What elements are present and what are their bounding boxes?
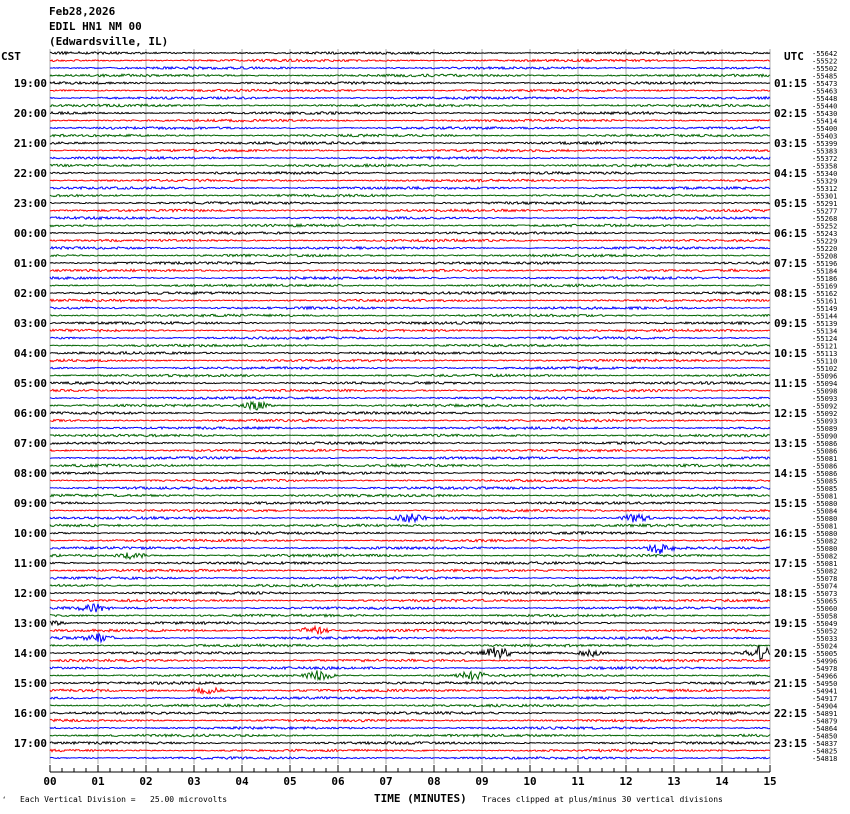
left-hour-label: 19:00 [13, 77, 47, 90]
trace-offset-label: -55642 [812, 50, 838, 58]
trace-offset-label: -55414 [812, 117, 838, 126]
right-hour-label: 11:15 [774, 377, 808, 390]
trace-offset-label: -55252 [812, 222, 838, 231]
trace-offset-label: -55081 [812, 492, 838, 501]
seismic-trace [50, 524, 770, 527]
trace-offset-label: -55082 [812, 567, 838, 576]
trace-offset-label: -55277 [812, 207, 838, 216]
seismic-trace [50, 472, 770, 475]
seismic-trace [50, 742, 770, 745]
trace-offset-label: -55169 [812, 282, 838, 291]
trace-offset-label: -55358 [812, 162, 838, 171]
trace-offset-label: -54966 [812, 672, 838, 681]
seismic-trace [50, 52, 770, 55]
seismic-trace [50, 187, 770, 190]
x-tick-label: 04 [235, 775, 249, 788]
right-hour-label: 20:15 [774, 647, 808, 660]
seismic-trace [50, 142, 770, 145]
trace-offset-label: -55093 [812, 395, 838, 403]
left-hour-label: 07:00 [13, 437, 47, 450]
seismic-trace [50, 284, 770, 287]
right-hour-label: 23:15 [774, 737, 808, 750]
trace-offset-label: -55144 [812, 312, 838, 321]
seismic-trace [50, 314, 770, 317]
trace-offset-label: -55080 [812, 530, 838, 538]
seismic-trace [50, 67, 770, 70]
left-hour-label: 06:00 [13, 407, 47, 420]
seismic-trace [50, 344, 770, 346]
seismic-trace [50, 149, 770, 152]
seismic-trace [50, 704, 770, 707]
trace-offset-label: -55139 [812, 320, 838, 328]
seismic-trace [50, 172, 770, 175]
right-hour-label: 02:15 [774, 107, 808, 120]
seismic-trace [50, 553, 770, 559]
seismic-trace [50, 292, 770, 295]
trace-offset-label: -55383 [812, 147, 838, 156]
trace-offset-label: -55058 [812, 612, 838, 621]
x-tick-label: 06 [331, 775, 345, 788]
x-tick-label: 10 [523, 775, 537, 788]
trace-offset-label: -54850 [812, 732, 838, 741]
x-tick-label: 00 [43, 775, 57, 788]
chart-footer [2, 792, 723, 805]
header-station: EDIL HN1 NM 00 [49, 20, 142, 33]
seismic-trace [50, 532, 770, 535]
right-hour-label: 03:15 [774, 137, 808, 150]
seismic-trace [50, 164, 770, 167]
seismic-trace [50, 269, 770, 272]
trace-offset-label: -55399 [812, 140, 838, 148]
corner-mark: ʻ [2, 796, 7, 804]
seismic-trace [50, 299, 770, 302]
trace-offset-label: -54864 [812, 725, 838, 733]
trace-offset-label: -55093 [812, 417, 838, 426]
trace-offset-label: -55086 [812, 462, 838, 471]
x-axis-title: TIME (MINUTES) [374, 792, 467, 805]
seismic-trace [50, 646, 770, 659]
seismic-trace [50, 697, 770, 699]
seismic-trace [50, 402, 770, 410]
left-hour-label: 01:00 [13, 257, 47, 270]
trace-offset-label: -55372 [812, 155, 838, 163]
right-hour-label: 13:15 [774, 437, 808, 450]
trace-offset-label: -55113 [812, 350, 838, 358]
seismic-trace [50, 202, 770, 204]
right-hour-labels [774, 77, 807, 750]
trace-offset-label: -55440 [812, 102, 838, 111]
trace-offset-label: -55052 [812, 627, 838, 636]
left-timezone-label: CST [1, 50, 21, 63]
trace-offset-label: -55186 [812, 275, 838, 283]
trace-offset-label: -55162 [812, 290, 838, 298]
trace-offset-label: -55073 [812, 590, 838, 598]
trace-offset-label: -55086 [812, 440, 838, 448]
seismic-trace [50, 434, 770, 437]
right-hour-label: 05:15 [774, 197, 808, 210]
seismic-trace [50, 239, 770, 242]
trace-offset-label: -55086 [812, 470, 838, 478]
x-tick-label: 05 [283, 775, 297, 788]
trace-offset-label: -55124 [812, 335, 838, 343]
trace-offset-label: -55089 [812, 425, 838, 433]
seismic-trace [50, 577, 770, 580]
trace-offset-label: -55448 [812, 95, 838, 103]
seismic-trace [50, 59, 770, 62]
seismic-trace [50, 479, 770, 481]
seismic-trace [50, 247, 770, 250]
trace-offset-label: -54879 [812, 717, 838, 726]
seismic-trace [50, 277, 770, 280]
x-tick-label: 02 [139, 775, 153, 788]
seismic-trace [50, 97, 770, 99]
seismic-trace [50, 119, 770, 122]
chart-header [49, 5, 168, 48]
left-hour-label: 12:00 [13, 587, 47, 600]
left-hour-label: 22:00 [13, 167, 47, 180]
x-tick-label: 12 [619, 775, 633, 788]
right-hour-label: 12:15 [774, 407, 808, 420]
trace-offset-label: -55268 [812, 215, 838, 223]
seismic-trace [50, 254, 770, 256]
trace-offset-label: -55092 [812, 402, 838, 411]
seismic-trace [50, 712, 770, 715]
trace-offset-labels [812, 50, 837, 763]
trace-offset-label: -55085 [812, 485, 838, 493]
trace-offset-label: -55074 [812, 582, 838, 591]
trace-offset-label: -55208 [812, 252, 838, 261]
seismic-trace [50, 74, 770, 77]
right-hour-label: 18:15 [774, 587, 808, 600]
trace-offset-label: -55024 [812, 642, 838, 651]
trace-offset-label: -54904 [812, 702, 838, 711]
right-hour-label: 17:15 [774, 557, 808, 570]
trace-offset-label: -55184 [812, 267, 838, 276]
seismic-trace [50, 134, 770, 137]
seismic-trace [50, 307, 770, 310]
seismic-trace [50, 82, 770, 85]
trace-offset-label: -55080 [812, 515, 838, 523]
trace-offset-label: -55312 [812, 185, 838, 193]
seismic-trace [50, 719, 770, 722]
right-hour-label: 16:15 [774, 527, 808, 540]
left-hour-label: 13:00 [13, 617, 47, 630]
left-hour-label: 02:00 [13, 287, 47, 300]
seismic-trace [50, 464, 770, 467]
seismic-trace [50, 157, 770, 160]
x-tick-label: 07 [379, 775, 393, 788]
trace-offset-label: -55080 [812, 545, 838, 553]
seismic-trace [50, 487, 770, 490]
seismic-trace [50, 614, 770, 617]
seismic-trace [50, 545, 770, 554]
trace-offset-label: -55082 [812, 537, 838, 546]
trace-offset-label: -55033 [812, 635, 838, 643]
seismic-trace [50, 359, 770, 362]
right-hour-label: 15:15 [774, 497, 808, 510]
x-tick-label: 13 [667, 775, 681, 788]
trace-offset-label: -55430 [812, 110, 838, 118]
seismic-trace [50, 509, 770, 511]
seismic-trace [50, 514, 770, 523]
seismic-trace [50, 374, 770, 376]
seismic-trace [50, 232, 770, 235]
seismic-trace [50, 209, 770, 212]
trace-offset-label: -55473 [812, 80, 838, 88]
trace-offset-label: -54978 [812, 665, 838, 673]
seismic-trace [50, 667, 770, 670]
seismic-trace [50, 89, 770, 91]
trace-offset-label: -54950 [812, 680, 838, 688]
seismic-trace [50, 449, 770, 451]
seismic-trace [50, 389, 770, 392]
left-hour-label: 04:00 [13, 347, 47, 360]
trace-offset-label: -54917 [812, 695, 838, 703]
right-hour-label: 19:15 [774, 617, 808, 630]
seismic-trace [50, 634, 770, 642]
left-hour-label: 16:00 [13, 707, 47, 720]
trace-offset-label: -55094 [812, 380, 838, 388]
seismic-trace [50, 539, 770, 542]
trace-offset-label: -55090 [812, 432, 838, 441]
trace-offset-label: -55098 [812, 387, 838, 396]
left-hour-label: 21:00 [13, 137, 47, 150]
x-tick-label: 09 [475, 775, 489, 788]
trace-offset-label: -55082 [812, 552, 838, 561]
left-hour-label: 20:00 [13, 107, 47, 120]
x-axis [43, 765, 776, 788]
seismic-trace [50, 194, 770, 197]
x-tick-label: 03 [187, 775, 201, 788]
trace-offset-label: -55086 [812, 447, 838, 456]
trace-offset-label: -55049 [812, 620, 838, 628]
seismic-trace [50, 397, 770, 400]
trace-offset-label: -55085 [812, 477, 838, 486]
right-hour-label: 21:15 [774, 677, 808, 690]
seismic-trace [50, 419, 770, 422]
seismic-trace [50, 682, 770, 685]
left-hour-label: 15:00 [13, 677, 47, 690]
left-hour-label: 09:00 [13, 497, 47, 510]
vertical-division-note: Each Vertical Division = 25.00 microvolts [20, 795, 228, 804]
seismic-trace [50, 112, 770, 115]
seismic-trace [50, 104, 770, 107]
trace-offset-label: -54825 [812, 747, 838, 756]
right-hour-label: 01:15 [774, 77, 808, 90]
seismic-trace [50, 262, 770, 265]
seismic-trace [50, 127, 770, 130]
trace-offset-label: -55005 [812, 650, 838, 658]
trace-offset-label: -55096 [812, 372, 838, 381]
trace-offset-label: -55485 [812, 72, 838, 81]
right-hour-label: 04:15 [774, 167, 808, 180]
header-location: (Edwardsville, IL) [49, 35, 169, 48]
trace-offset-label: -55065 [812, 597, 838, 606]
seismic-trace [50, 412, 770, 415]
trace-offset-label: -54818 [812, 755, 838, 763]
seismic-trace [50, 644, 770, 647]
seismic-traces [50, 52, 770, 759]
clip-note: Traces clipped at plus/minus 30 vertical divisions [482, 795, 723, 804]
right-hour-label: 09:15 [774, 317, 808, 330]
trace-offset-label: -55060 [812, 605, 838, 613]
seismic-trace [50, 442, 770, 445]
trace-offset-label: -54996 [812, 657, 838, 666]
trace-offset-label: -55403 [812, 132, 838, 141]
seismic-trace [50, 659, 770, 662]
trace-offset-label: -55291 [812, 200, 838, 208]
seismic-trace [50, 592, 770, 594]
seismic-trace [50, 621, 770, 625]
right-timezone-label: UTC [784, 50, 804, 63]
trace-offset-label: -55522 [812, 57, 838, 66]
x-tick-label: 15 [763, 775, 777, 788]
trace-offset-label: -55400 [812, 125, 838, 133]
trace-offset-label: -55102 [812, 365, 838, 373]
trace-offset-label: -55134 [812, 327, 838, 336]
seismic-trace [50, 599, 770, 602]
seismic-trace [50, 352, 770, 355]
left-hour-label: 17:00 [13, 737, 47, 750]
x-tick-label: 01 [91, 775, 105, 788]
seismic-trace [50, 367, 770, 370]
seismic-trace [50, 627, 770, 635]
trace-offset-label: -55092 [812, 410, 838, 418]
seismic-trace [50, 224, 770, 226]
seismic-trace [50, 337, 770, 340]
left-hour-label: 23:00 [13, 197, 47, 210]
seismic-trace [50, 494, 770, 497]
seismic-trace [50, 604, 770, 612]
x-tick-label: 14 [715, 775, 729, 788]
left-hour-labels [14, 77, 47, 750]
left-hour-label: 10:00 [13, 527, 47, 540]
trace-offset-label: -55080 [812, 500, 838, 508]
trace-offset-label: -55121 [812, 342, 838, 351]
seismic-trace [50, 749, 770, 751]
trace-offset-label: -55243 [812, 230, 838, 238]
trace-offset-label: -55463 [812, 87, 838, 96]
seismic-trace [50, 217, 770, 220]
seismic-trace [50, 502, 770, 505]
right-hour-label: 10:15 [774, 347, 808, 360]
left-hour-label: 14:00 [13, 647, 47, 660]
seismic-trace [50, 427, 770, 430]
trace-offset-label: -55301 [812, 192, 838, 201]
seismic-trace [50, 670, 770, 680]
header-date: Feb28,2026 [49, 5, 116, 18]
seismic-trace [50, 734, 770, 737]
left-hour-label: 03:00 [13, 317, 47, 330]
trace-offset-label: -55084 [812, 507, 838, 516]
left-hour-label: 08:00 [13, 467, 47, 480]
trace-offset-label: -55220 [812, 245, 838, 253]
seismic-trace [50, 562, 770, 565]
trace-offset-label: -55081 [812, 455, 838, 463]
seismic-trace [50, 688, 770, 694]
trace-offset-label: -55078 [812, 575, 838, 583]
left-hour-label: 00:00 [13, 227, 47, 240]
right-hour-label: 14:15 [774, 467, 808, 480]
seismic-trace [50, 457, 770, 460]
trace-offset-label: -55340 [812, 170, 838, 178]
trace-offset-label: -55081 [812, 522, 838, 531]
right-hour-label: 22:15 [774, 707, 808, 720]
left-hour-label: 11:00 [13, 557, 47, 570]
left-hour-label: 05:00 [13, 377, 47, 390]
seismic-trace [50, 179, 770, 182]
right-hour-label: 06:15 [774, 227, 808, 240]
trace-offset-label: -54941 [812, 687, 838, 696]
seismic-trace [50, 382, 770, 385]
trace-offset-label: -55081 [812, 560, 838, 568]
seismic-trace [50, 569, 770, 572]
trace-offset-label: -54837 [812, 740, 838, 748]
trace-offset-label: -55229 [812, 237, 838, 246]
seismic-trace [50, 584, 770, 586]
trace-offset-label: -54891 [812, 710, 838, 718]
trace-offset-label: -55110 [812, 357, 838, 366]
right-hour-label: 07:15 [774, 257, 808, 270]
trace-offset-label: -55196 [812, 260, 838, 268]
trace-offset-label: -55149 [812, 305, 838, 313]
seismic-trace [50, 757, 770, 759]
x-tick-label: 11 [571, 775, 585, 788]
seismic-trace [50, 322, 770, 325]
trace-offset-label: -55329 [812, 177, 838, 186]
seismic-trace [50, 727, 770, 730]
trace-offset-label: -55502 [812, 65, 838, 73]
right-hour-label: 08:15 [774, 287, 808, 300]
trace-offset-label: -55161 [812, 297, 838, 306]
seismic-trace [50, 329, 770, 332]
x-tick-label: 08 [427, 775, 441, 788]
